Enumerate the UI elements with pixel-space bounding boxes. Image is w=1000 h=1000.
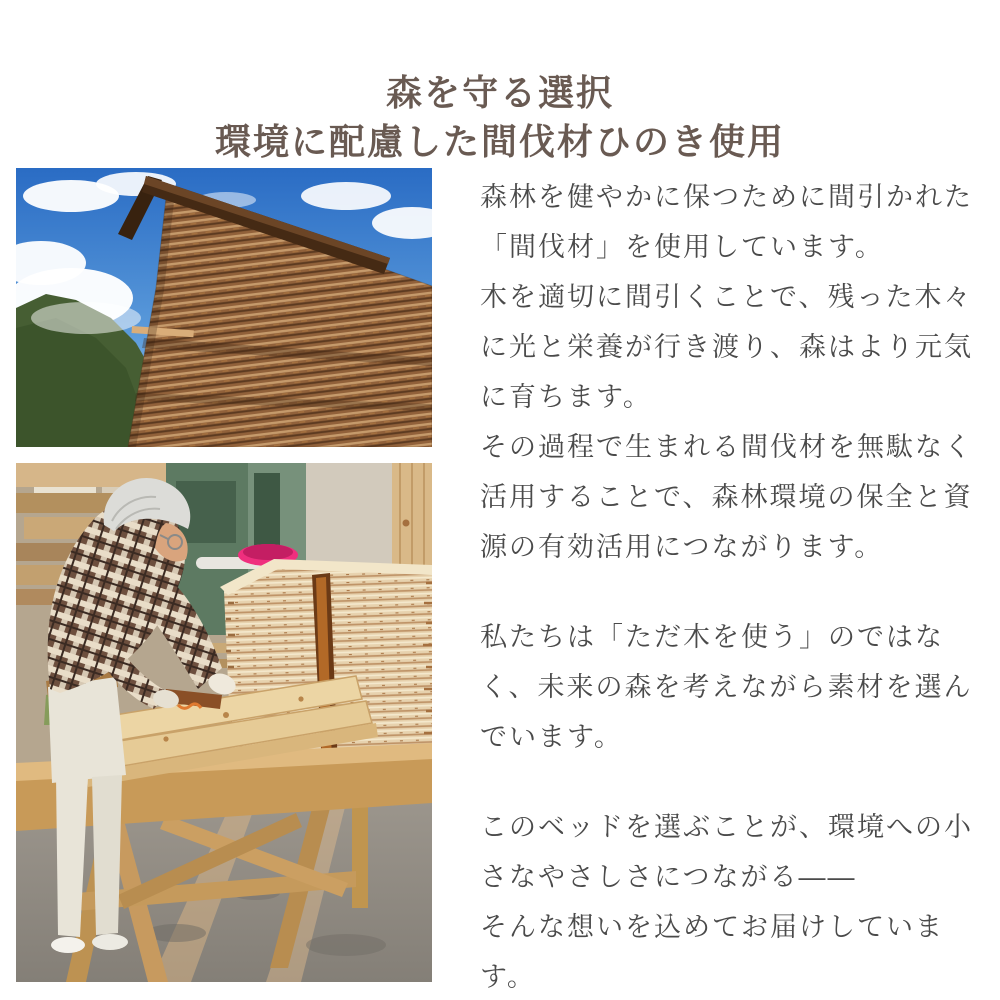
body-sentence: その過程で生まれる間伐材を無駄なく活用することで、森林環境の保全と資源の有効活用につながります。 <box>480 432 973 562</box>
section-title <box>0 68 1000 166</box>
lumber-stack-photo <box>16 168 432 447</box>
craftsman-photo-art <box>16 463 432 982</box>
body-sentence: 森林を健やかに保つために間引かれた「間伐材」を使用しています。 <box>480 182 973 262</box>
body-text <box>480 172 980 1000</box>
paragraph-choose-bed <box>480 802 980 1000</box>
title-line-2: 環境に配慮した間伐材ひのき使用 <box>214 120 785 162</box>
paragraph-future-forest <box>480 612 980 762</box>
body-sentence: そんな想いを込めてお届けしています。 <box>480 912 944 992</box>
body-sentence: 木を適切に間引くことで、残った木々に光と栄養が行き渡り、森はより元気に育ちます。 <box>480 282 973 412</box>
paragraph-thinned-wood <box>480 172 980 572</box>
lumber-stack-photo-art <box>16 168 432 447</box>
title-line-1: 森を守る選択 <box>385 71 614 113</box>
body-sentence: 私たちは「ただ木を使う」のではなく、未来の森を考えながら素材を選んでいます。 <box>480 622 973 752</box>
body-sentence: このベッドを選ぶことが、環境への小さなやさしさにつながる―― <box>480 812 973 892</box>
craftsman-photo <box>16 463 432 982</box>
photo-column <box>16 168 432 998</box>
